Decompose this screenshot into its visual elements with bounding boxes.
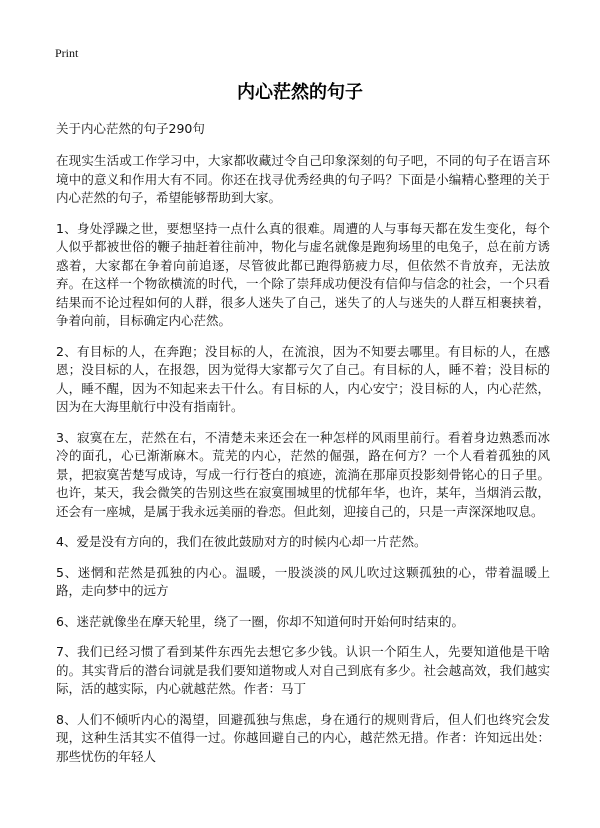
sentence-paragraph-8: 8、人们不倾听内心的渴望，回避孤独与焦虑，身在通行的规则背后，但人们也终究会发现，这种生活其实不值得一过。你越回避自己的内心，越茫然无措。作者：许知远出处：那些忧伤的年轻人 [56, 711, 550, 764]
sentence-paragraph-7: 7、我们已经习惯了看到某件东西先去想它多少钱。认识一个陌生人，先要知道他是干啥的。其实背后的潜台词就是我们要知道物或人对自己到底有多少。社会越高效，我们越实际，活的越实际，内心就越茫然。作者：马丁 [56, 644, 550, 696]
sentence-paragraph-6: 6、迷茫就像坐在摩天轮里，绕了一圈，你却不知道何时开始何时结束的。 [56, 613, 464, 629]
article-subtitle: 关于内心茫然的句子290句 [56, 121, 205, 136]
sentence-paragraph-5: 5、迷惘和茫然是孤独的内心。温暖，一股淡淡的风儿吹过这颗孤独的心，带着温暖上路，走向梦中的远方 [56, 564, 550, 598]
print-link[interactable]: Print [55, 46, 79, 60]
sentence-paragraph-4: 4、爱是没有方向的，我们在彼此鼓励对方的时候内心却一片茫然。 [56, 534, 427, 549]
sentence-paragraph-3: 3、寂寞在左，茫然在右，不清楚未来还会在一种怎样的风雨里前行。看着身边熟悉而冰冷的面孔，心已渐渐麻木。荒芜的内心，茫然的倔强，路在何方？一个人看着孤独的风景，把寂寞苦楚写成诗，写成一行行苍白的痕迹，流淌在那扉页投影刻骨铭心的日子里。也许，某天，我会微笑的告别这些在寂寞围城里的忧郁年华，也许，某年，当烟消云散，还会有一座城，是属于我永远美丽的眷恋。但此刻，迎接自己的，只是一声深深地叹息。 [56, 429, 550, 519]
sentence-paragraph-1: 1、身处浮躁之世，要想坚持一点什么真的很难。周遭的人与事每天都在发生变化，每个人似乎都被世俗的鞭子抽赶着往前冲，物化与虚名就像是跑狗场里的电兔子，总在前方诱惑着，大家都在争着向前追逐，尽管彼此都已跑得筋疲力尽，但依然不肯放弃，无法放弃。在这样一个物欲横流的时代，一个除了崇拜成功便没有信仰与信念的社会，一个只看结果而不论过程如何的人群，很多人迷失了自己，迷失了的人与迷失的人群互相裹挟着，争着向前，目标确定内心茫然。 [56, 220, 550, 328]
sentence-paragraph-2: 2、有目标的人，在奔跑；没目标的人，在流浪，因为不知要去哪里。有目标的人，在感恩；没目标的人，在报怨，因为觉得大家都亏欠了自己。有目标的人，睡不着；没目标的人，睡不醒，因为不知起来去干什么。有目标的人，内心安宁；没目标的人，内心茫然，因为在大海里航行中没有指南针。 [56, 343, 550, 414]
page-title: 内心茫然的句子 [237, 82, 363, 103]
intro-paragraph: 在现实生活或工作学习中，大家都收藏过令自己印象深刻的句子吧，不同的句子在语言环境中的意义和作用大有不同。你还在找寻优秀经典的句子吗？下面是小编精心整理的关于内心茫然的句子，希望能够帮助到大家。 [56, 153, 550, 205]
article-body [56, 120, 550, 778]
